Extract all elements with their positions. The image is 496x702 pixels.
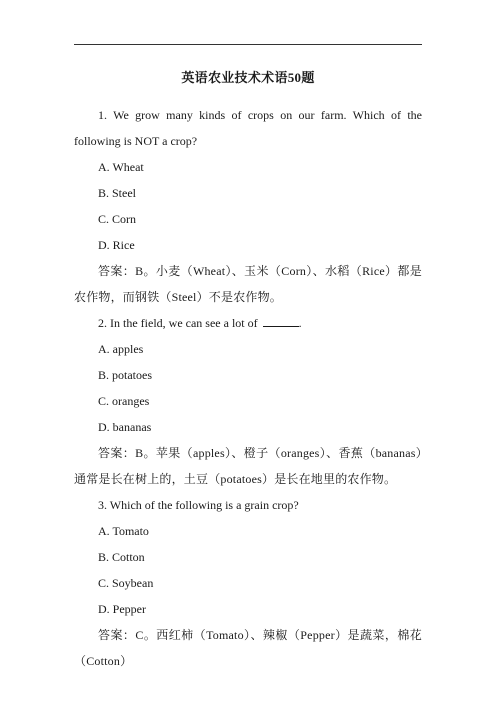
question-text: 3. Which of the following is a grain crop? — [98, 498, 299, 512]
fill-in-blank — [263, 314, 299, 327]
option-c: C. Soybean — [98, 576, 154, 590]
document-title: 英语农业技术术语50题 — [181, 70, 315, 85]
question-text: 1. We grow many kinds of crops on our farm. Which of the following is NOT a crop? — [74, 108, 422, 148]
question-3 — [74, 492, 422, 674]
option-a: A. apples — [98, 342, 144, 356]
option-d: D. Pepper — [98, 602, 146, 616]
option-a: A. Tomato — [98, 524, 149, 538]
answer-explanation: 答案：B。小麦（Wheat）、玉米（Corn）、水稻（Rice）都是农作物，而钢铁（Steel）不是农作物。 — [74, 264, 422, 304]
option-b: B. potatoes — [98, 368, 152, 382]
option-c: C. oranges — [98, 394, 150, 408]
option-a: A. Wheat — [98, 160, 144, 174]
question-1 — [74, 102, 422, 310]
question-text-after-blank: . — [298, 316, 302, 330]
option-d: D. Rice — [98, 238, 135, 252]
question-2 — [74, 310, 422, 492]
option-b: B. Steel — [98, 186, 136, 200]
answer-explanation: 答案：C。西红柿（Tomato）、辣椒（Pepper）是蔬菜，棉花（Cotton） — [74, 628, 422, 668]
answer-explanation: 答案：B。苹果（apples）、橙子（oranges）、香蕉（bananas）通常是长在树上的，土豆（potatoes）是长在地里的农作物。 — [74, 446, 422, 486]
question-text — [74, 310, 422, 336]
question-text-before-blank: 2. In the field, we can see a lot of — [98, 316, 261, 330]
option-c: C. Corn — [98, 212, 137, 226]
document-body — [74, 102, 422, 674]
option-b: B. Cotton — [98, 550, 145, 564]
header-rule — [74, 44, 422, 45]
option-d: D. bananas — [98, 420, 152, 434]
